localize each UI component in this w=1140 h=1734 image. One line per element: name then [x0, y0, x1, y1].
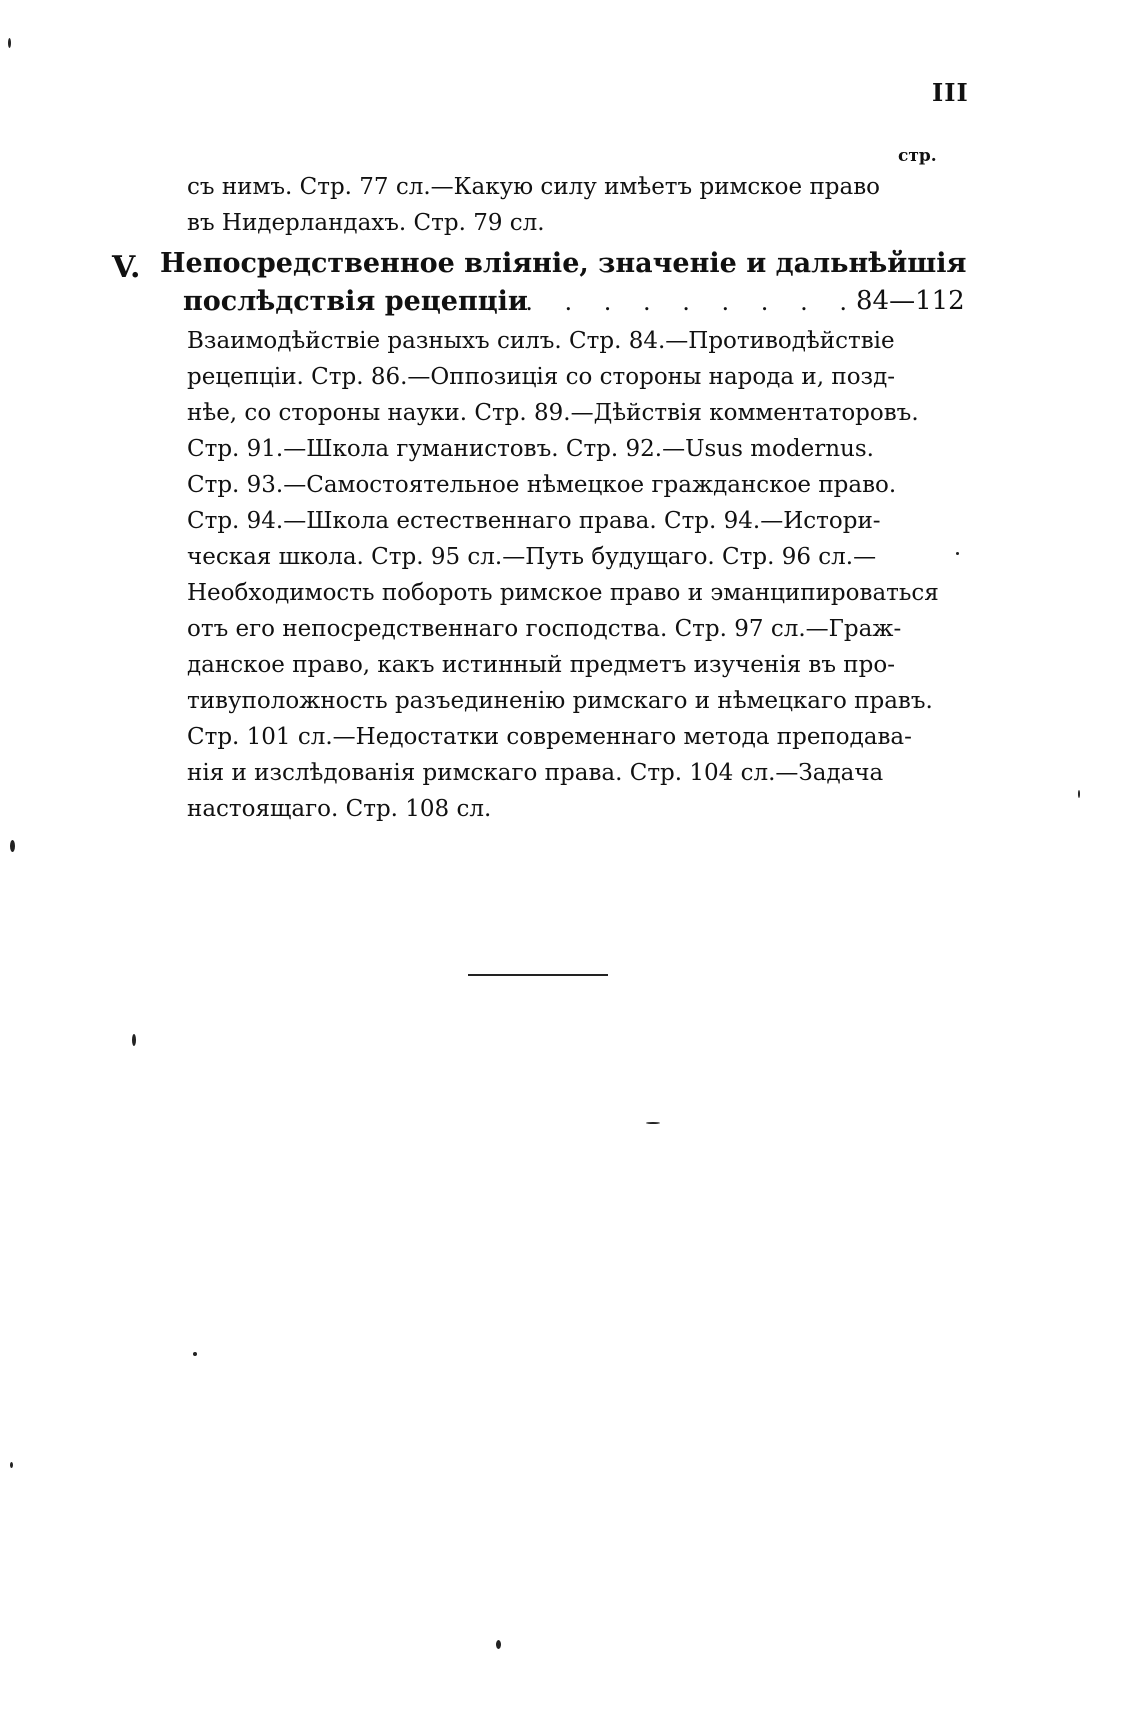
scan-speck	[132, 1034, 136, 1046]
section-summary-line: Стр. 93.—Самостоятельное нѣмецкое гражданское право.	[187, 472, 897, 498]
section-summary-line: ческая школа. Стр. 95 сл.—Путь будущаго. Стр. 96 сл.—	[187, 544, 877, 570]
pages-column-label: стр.	[898, 146, 937, 166]
section-summary-line: данское право, какъ истинный предметъ изученія въ про-	[187, 652, 895, 678]
section-summary-line: Стр. 91.—Школа гуманистовъ. Стр. 92.—Usus modernus.	[187, 436, 874, 462]
section-title-line: послѣдствія рецепціи	[183, 286, 528, 317]
continuation-line: съ нимъ. Стр. 77 сл.—Какую силу имѣетъ римское право	[187, 174, 880, 200]
section-summary-line: Взаимодѣйствіе разныхъ силъ. Стр. 84.—Противодѣйствіе	[187, 328, 895, 354]
section-summary-line: настоящаго. Стр. 108 сл.	[187, 796, 492, 822]
continuation-line: въ Нидерландахъ. Стр. 79 сл.	[187, 210, 545, 236]
section-summary-line: Стр. 94.—Школа естественнаго права. Стр. 94.—Истори-	[187, 508, 881, 534]
section-summary-line: Стр. 101 сл.—Недостатки современнаго метода преподава-	[187, 724, 912, 750]
scan-speck	[646, 1122, 660, 1124]
scan-speck	[496, 1640, 501, 1649]
scan-speck	[193, 1352, 197, 1356]
section-title-line: Непосредственное вліяніе, значеніе и дальнѣйшія	[160, 248, 967, 279]
scan-speck	[10, 840, 15, 852]
section-summary-line: отъ его непосредственнаго господства. Стр. 97 сл.—Граж-	[187, 616, 902, 642]
section-summary-line: тивуположность разъединенію римскаго и нѣмецкаго правъ.	[187, 688, 933, 714]
end-rule	[468, 974, 608, 976]
page-number: III	[932, 78, 969, 107]
scan-speck	[8, 38, 11, 48]
scan-speck	[956, 552, 959, 555]
section-summary-line: рецепціи. Стр. 86.—Оппозиція со стороны народа и, позд-	[187, 364, 896, 390]
section-number: V.	[112, 250, 141, 285]
section-summary-line: нѣе, со стороны науки. Стр. 89.—Дѣйствія комментаторовъ.	[187, 400, 919, 426]
scan-speck	[1078, 790, 1080, 798]
scan-speck	[10, 1462, 13, 1468]
section-summary-line: Необходимость побороть римское право и эманципироваться	[187, 580, 939, 606]
section-page-range: 84—112	[856, 286, 965, 316]
dot-leader: . . . . . . . . . .	[486, 288, 859, 316]
section-summary-line: нія и изслѣдованія римскаго права. Стр. 104 сл.—Задача	[187, 760, 884, 786]
